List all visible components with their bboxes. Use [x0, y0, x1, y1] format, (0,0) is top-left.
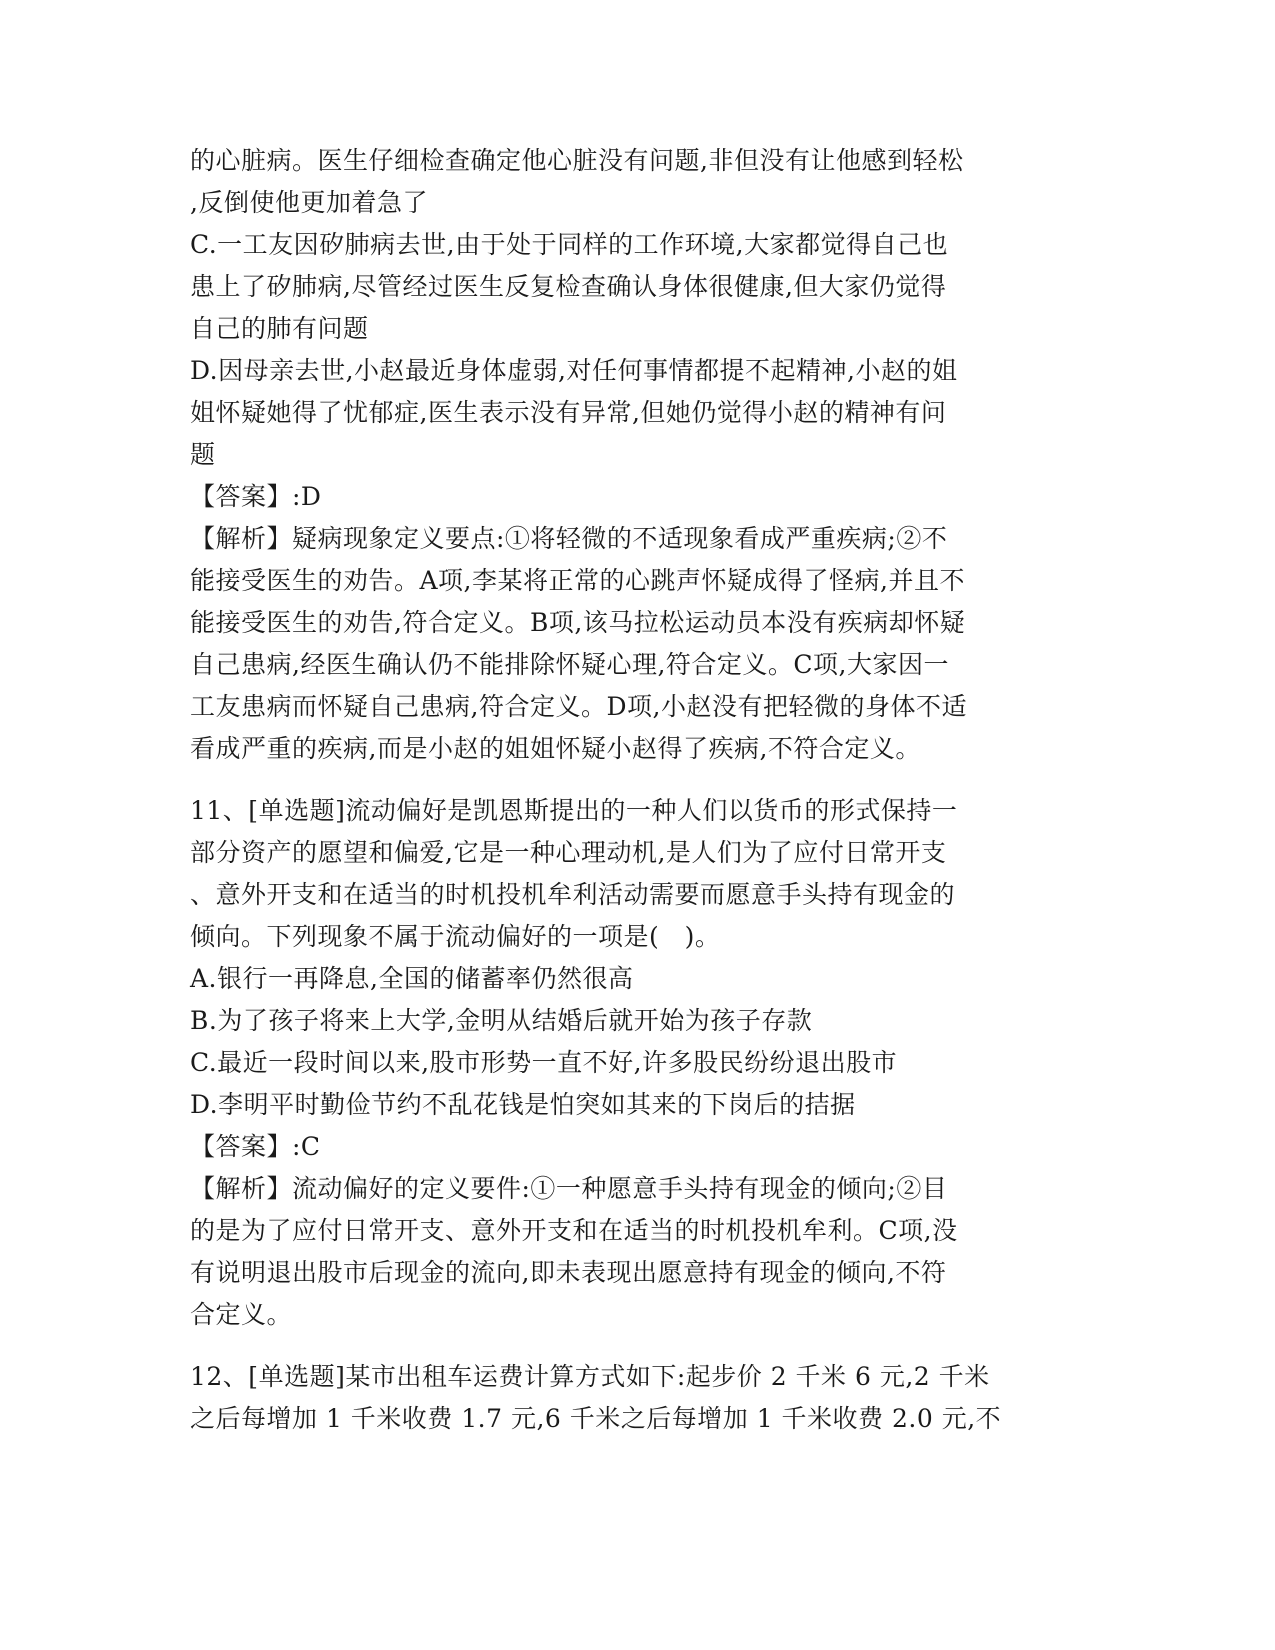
question-12	[190, 1356, 1090, 1440]
q10-option-d-line: 题	[190, 440, 216, 469]
section-gap	[190, 770, 1090, 790]
q11-option-c: C.最近一段时间以来,股市形势一直不好,许多股民纷纷退出股市	[190, 1048, 898, 1077]
q11-answer: 【答案】:C	[190, 1132, 321, 1161]
q10-analysis-line: 看成严重的疾病,而是小赵的姐姐怀疑小赵得了疾病,不符合定义。	[190, 734, 921, 763]
q10-option-b-line: ,反倒使他更加着急了	[190, 188, 428, 217]
q11-option-d: D.李明平时勤俭节约不乱花钱是怕突如其来的下岗后的拮据	[190, 1090, 856, 1119]
q10-analysis-line: 自己患病,经医生确认仍不能排除怀疑心理,符合定义。C项,大家因一	[190, 650, 949, 679]
q12-stem-line: 之后每增加 1 千米收费 1.7 元,6 千米之后每增加 1 千米收费 2.0 元,不	[190, 1404, 1002, 1433]
q11-analysis-line: 【解析】流动偏好的定义要件:①一种愿意手头持有现金的倾向;②目	[190, 1174, 948, 1203]
q10-analysis-line: 工友患病而怀疑自己患病,符合定义。D项,小赵没有把轻微的身体不适	[190, 692, 967, 721]
q11-option-a: A.银行一再降息,全国的储蓄率仍然很高	[190, 964, 634, 993]
q10-analysis-line: 能接受医生的劝告,符合定义。B项,该马拉松运动员本没有疾病却怀疑	[190, 608, 966, 637]
q10-analysis-line: 【解析】疑病现象定义要点:①将轻微的不适现象看成严重疾病;②不	[190, 524, 948, 553]
q10-option-d-line: D.因母亲去世,小赵最近身体虚弱,对任何事情都提不起精神,小赵的姐	[190, 356, 958, 385]
q10-option-c-line: 患上了矽肺病,尽管经过医生反复检查确认身体很健康,但大家仍觉得	[190, 272, 947, 301]
q11-stem-line: 、意外开支和在适当的时机投机牟利活动需要而愿意手头持有现金的	[190, 880, 956, 909]
q10-option-d-line: 姐怀疑她得了忧郁症,医生表示没有异常,但她仍觉得小赵的精神有问	[190, 398, 947, 427]
q11-stem-line: 部分资产的愿望和偏爱,它是一种心理动机,是人们为了应付日常开支	[190, 838, 947, 867]
section-gap	[190, 1336, 1090, 1356]
q11-analysis-line: 的是为了应付日常开支、意外开支和在适当的时机投机牟利。C项,没	[190, 1216, 958, 1245]
q11-analysis-line: 有说明退出股市后现金的流向,即未表现出愿意持有现金的倾向,不符	[190, 1258, 947, 1287]
q11-stem-line: 倾向。下列现象不属于流动偏好的一项是( )。	[190, 922, 721, 951]
q10-analysis-line: 能接受医生的劝告。A项,李某将正常的心跳声怀疑成得了怪病,并且不	[190, 566, 965, 595]
q12-stem-line: 12、[单选题]某市出租车运费计算方式如下:起步价 2 千米 6 元,2 千米	[190, 1362, 990, 1391]
question-11	[190, 790, 1090, 1336]
q10-option-c-line: 自己的肺有问题	[190, 314, 369, 343]
q11-analysis-line: 合定义。	[190, 1300, 293, 1329]
q10-answer: 【答案】:D	[190, 482, 322, 511]
q11-option-b: B.为了孩子将来上大学,金明从结婚后就开始为孩子存款	[190, 1006, 813, 1035]
q11-stem-line: 11、[单选题]流动偏好是凯恩斯提出的一种人们以货币的形式保持一	[190, 796, 958, 825]
q10-option-c-line: C.一工友因矽肺病去世,由于处于同样的工作环境,大家都觉得自己也	[190, 230, 949, 259]
q10-option-b-line: 的心脏病。医生仔细检查确定他心脏没有问题,非但没有让他感到轻松	[190, 146, 964, 175]
question-10-tail	[190, 140, 1090, 770]
document-page	[190, 140, 1090, 1440]
